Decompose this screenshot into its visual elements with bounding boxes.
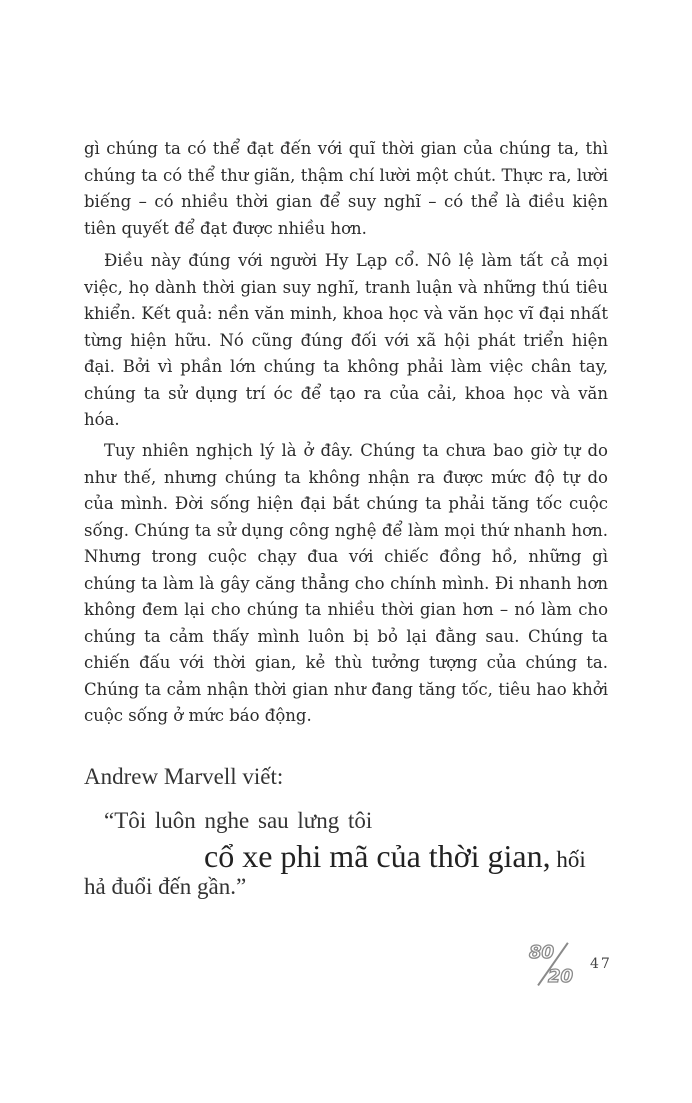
- quote-line-1: “Tôi luôn nghe sau lưng tôi: [104, 808, 373, 833]
- quote-intro: Andrew Marvell viết:: [84, 764, 284, 789]
- paragraph-3: Tuy nhiên nghịch lý là ở đây. Chúng ta chưa bao giờ tự do như thế, nhưng chúng ta không nhận ra được mức độ tự do của mình. Đời sống hiện đại bắt chúng ta phải tăng tốc cuộc sống. Chúng ta sử dụng công nghệ để làm mọi thứ nhanh hơn. Nhưng trong cuộc chạy đua với chiếc đồng hồ, những gì chúng ta làm là gây căng thẳng cho chính mình. Đi nhanh hơn không đem lại cho chúng ta nhiều thời gian hơn – nó làm cho chúng ta cảm thấy mình luôn bị bỏ lại đằng sau. Chúng ta chiến đấu với thời gian, kẻ thù tưởng tượng của chúng ta. Chúng ta cảm nhận thời gian như đang tăng tốc, tiêu hao khởi cuộc sống ở mức báo động.: [84, 441, 608, 725]
- quote-line-3: hả đuổi đến gần.”: [84, 874, 247, 899]
- logo-top-number: 80: [529, 942, 555, 963]
- book-logo-80-20: [528, 940, 578, 990]
- paragraph-1: gì chúng ta có thể đạt đến với quĩ thời gian của chúng ta, thì chúng ta có thể thư giãn, thậm chí lười một chút. Thực ra, lười biếng – có nhiều thời gian để suy nghĩ – có thể là điều kiện tiên quyết để đạt được nhiều hơn.: [84, 139, 608, 238]
- paragraph-2: Điều này đúng với người Hy Lạp cổ. Nô lệ làm tất cả mọi việc, họ dành thời gian suy nghĩ, tranh luận và những thú tiêu khiển. Kết quả: nền văn minh, khoa học và văn học vĩ đại nhất từng hiện hữu. Nó cũng đúng đối với xã hội phát triển hiện đại. Bởi vì phần lớn chúng ta không phải làm việc chân tay, chúng ta sử dụng trí óc để tạo ra của cải, khoa học và văn hóa.: [84, 251, 608, 429]
- quote-line-2-tail: hối: [550, 847, 586, 872]
- quote-line-2: [204, 838, 586, 875]
- page-number: 47: [590, 956, 612, 972]
- quote-line-2-emphasis: cổ xe phi mã của thời gian,: [204, 838, 551, 874]
- logo-bottom-number: 20: [548, 966, 574, 987]
